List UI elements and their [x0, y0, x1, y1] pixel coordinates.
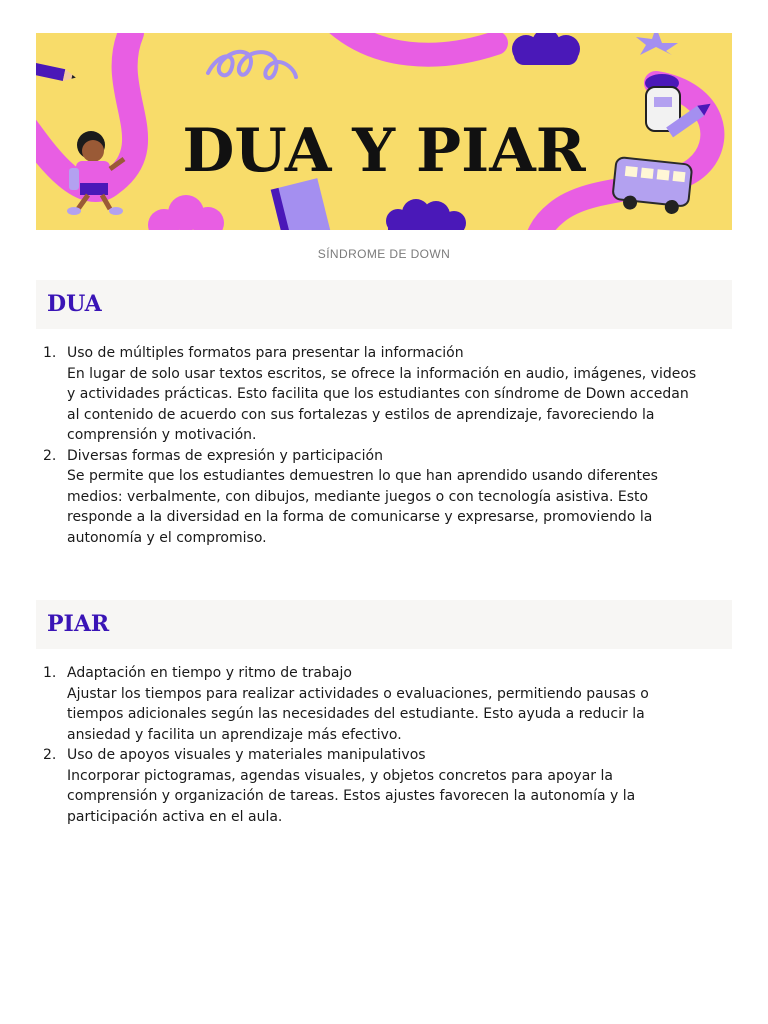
list-item-number: 1. [43, 665, 57, 681]
list-item-number: 2. [43, 747, 57, 763]
section-heading-piar: PIAR [47, 611, 110, 637]
list-item-line: Ajustar los tiempos para realizar actividades o evaluaciones, permitiendo pausas o [67, 685, 649, 702]
cloud-icon [512, 33, 580, 65]
list-item-number: 1. [43, 345, 57, 361]
list-item-line: Incorporar pictogramas, agendas visuales, y objetos concretos para apoyar la [67, 767, 613, 784]
list-item-line: comprensión y organización de tareas. Estos ajustes favorecen la autonomía y la [67, 788, 636, 804]
list-item-title: Adaptación en tiempo y ritmo de trabajo [67, 665, 352, 681]
list-item-title: Diversas formas de expresión y participación [67, 447, 383, 464]
list-item-line: autonomía y el compromiso. [67, 529, 267, 546]
list-item-line: y actividades prácticas. Esto facilita que los estudiantes con síndrome de Down accedan [67, 386, 689, 402]
star-icon [636, 33, 678, 55]
section-heading-dua: DUA [47, 291, 102, 317]
list-item [36, 745, 732, 827]
list-item-line: al contenido de acuerdo con sus fortalezas y estilos de aprendizaje, favoreciendo la [67, 406, 655, 423]
banner-title: DUA Y PIAR [182, 116, 586, 186]
list-item-line: Se permite que los estudiantes demuestren lo que han aprendido usando diferentes [67, 468, 658, 484]
list-item [36, 663, 732, 745]
list-item-number: 2. [43, 447, 57, 464]
magenta-cloud-decoration [148, 195, 224, 230]
list-item-line: En lugar de solo usar textos escritos, se ofrece la información en audio, imágenes, videos [67, 365, 697, 382]
piar-list [36, 663, 732, 827]
section-header-dua [36, 280, 732, 329]
list-item-line: ansiedad y facilita un aprendizaje más efectivo. [67, 726, 402, 743]
list-item-line: responde a la diversidad en la forma de comunicarse y expresarse, promoviendo la [67, 509, 653, 525]
list-item [36, 446, 732, 549]
purple-cloud-decoration [386, 199, 466, 230]
dua-list [36, 343, 732, 548]
subtitle: SÍNDROME DE DOWN [317, 247, 451, 261]
list-item-title: Uso de múltiples formatos para presentar la información [67, 345, 464, 361]
list-item-line: participación activa en el aula. [67, 808, 283, 825]
list-item [36, 343, 732, 446]
list-item-line: tiempos adicionales según las necesidades del estudiante. Esto ayuda a reducir la [67, 706, 645, 722]
list-item-line: comprensión y motivación. [67, 427, 257, 443]
header-banner [36, 33, 732, 230]
section-header-piar [36, 600, 732, 649]
list-item-title: Uso de apoyos visuales y materiales manipulativos [67, 747, 426, 763]
swoosh-top-decoration [336, 33, 496, 55]
pencil-icon [36, 63, 77, 83]
squiggle-icon [208, 52, 296, 78]
list-item-line: medios: verbalmente, con dibujos, mediante juegos o con tecnología asistiva. Esto [67, 488, 649, 505]
